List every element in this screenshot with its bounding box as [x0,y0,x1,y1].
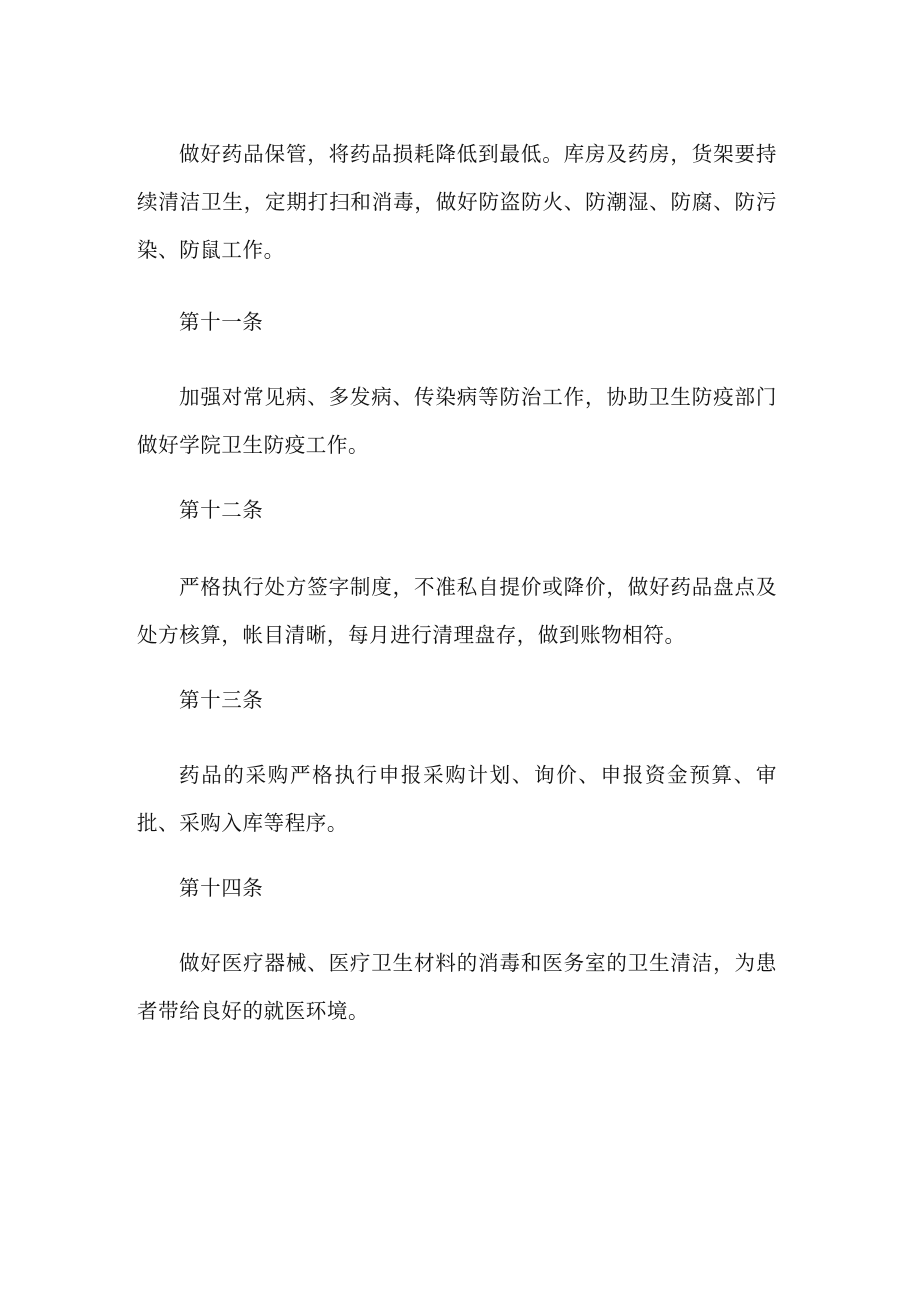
paragraph-prescription-rules: 严格执行处方签字制度，不准私自提价或降价，做好药品盘点及处方核算，帐目清晰，每月进行清理盘存，做到账物相符。 [137,575,777,647]
article-heading-12: 第十二条 [179,498,264,522]
paragraph-disease-prevention: 加强对常见病、多发病、传染病等防治工作，协助卫生防疫部门做好学院卫生防疫工作。 [137,385,777,457]
paragraph-drug-procurement: 药品的采购严格执行申报采购计划、询价、申报资金预算、审批、采购入库等程序。 [137,763,777,835]
article-heading-14: 第十四条 [179,876,264,900]
paragraph-medical-equipment: 做好医疗器械、医疗卫生材料的消毒和医务室的卫生清洁，为患者带给良好的就医环境。 [137,951,777,1023]
article-heading-13: 第十三条 [179,688,264,712]
paragraph-drug-storage: 做好药品保管，将药品损耗降低到最低。库房及药房，货架要持续清洁卫生，定期打扫和消毒，做好防盗防火、防潮湿、防腐、防污染、防鼠工作。 [137,142,777,262]
article-heading-11: 第十一条 [179,310,264,334]
